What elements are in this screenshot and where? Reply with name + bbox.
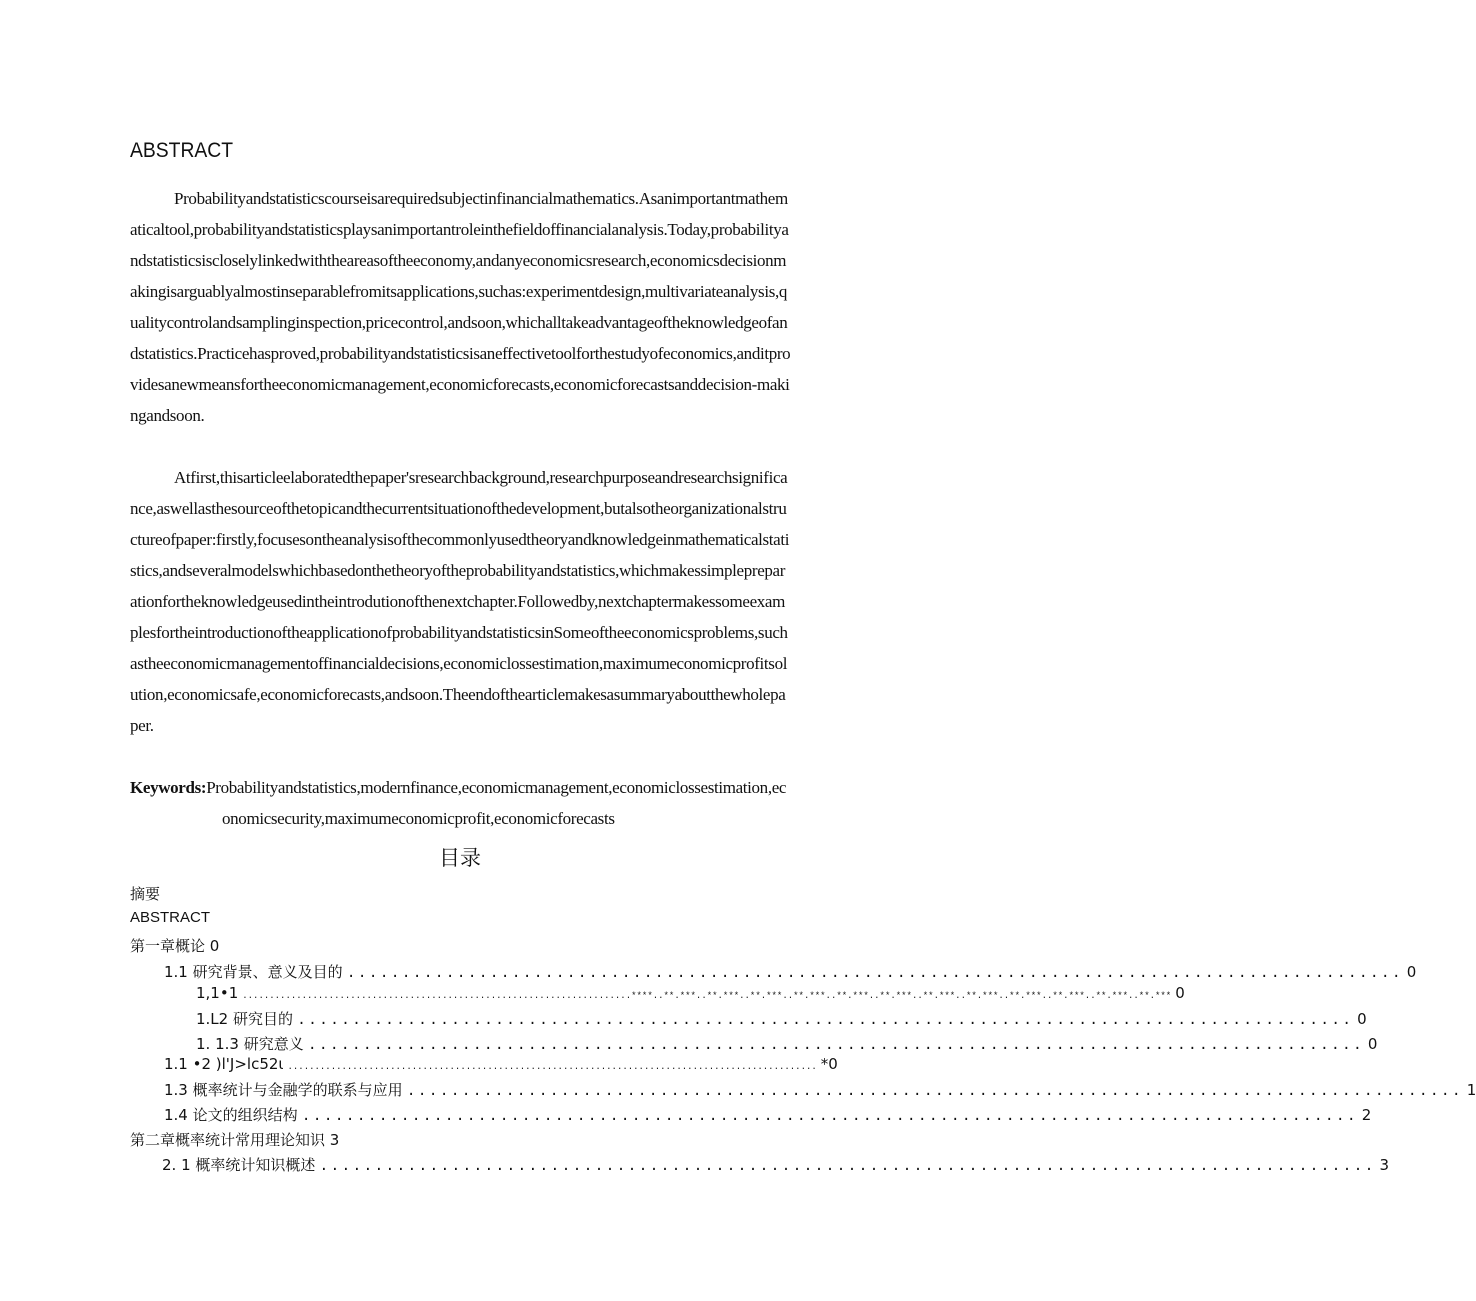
toc-entry-1-1-1[interactable]: [196, 984, 1185, 1006]
keywords-label: Keywords:: [130, 778, 207, 797]
toc-dot-leader: ........................................................................****..**.***..**.***..**.***..**.***..**.***..**.***..**.***..**.***..**.***..**.***..**.***..**.***: [242, 991, 1172, 1001]
toc-entry-1-4[interactable]: [164, 1104, 1372, 1126]
toc-entry-abstract-cn[interactable]: [130, 883, 786, 905]
toc-entry-1-1-3[interactable]: [196, 1033, 1378, 1055]
toc-entry-label: 1.4 论文的组织结构: [164, 1106, 298, 1124]
toc-entry-label: 摘要: [130, 885, 161, 903]
toc-dot-leader: ................................................................................................: [346, 965, 1403, 982]
toc-dot-leader: ................................................................................................: [406, 1083, 1463, 1100]
toc-entry-page: 1: [1466, 1081, 1476, 1099]
toc-entry-page: 0: [1367, 1035, 1378, 1053]
toc-entry-page: 3: [1379, 1156, 1390, 1174]
toc-dot-leader: ................................................................................................: [307, 1037, 1364, 1054]
toc-entry-1-1-2[interactable]: [196, 1008, 1367, 1030]
toc-entry-label: 第一章概论 0: [130, 937, 220, 955]
toc-entry-label: 1,1•1: [196, 984, 239, 1002]
toc-entry-page: 0: [1357, 1010, 1367, 1028]
toc-entry-label: 1.1 研究背景、意义及目的: [164, 963, 343, 981]
toc-entry-label: 1.L2 研究目的: [196, 1010, 293, 1028]
toc-dot-leader: ................................................................................................: [301, 1108, 1358, 1125]
toc-entry-2-1[interactable]: [162, 1154, 1390, 1176]
toc-entry-label: 1.1 •2 )l'J>lc52ι: [164, 1055, 284, 1073]
toc-title: 目录: [439, 846, 481, 870]
toc-dot-leader: ................................................................................................: [319, 1158, 1376, 1175]
toc-entry-page: 0: [1175, 984, 1185, 1002]
toc-entry-1-1[interactable]: [164, 961, 1417, 983]
abstract-paragraph-2: Atfirst,thisarticleelaboratedthepaper'sresearchbackground,researchpurposeandresearchsignificance,aswellasthesourceofthetopicandthecurrentsituationofthedevelopment,butalsotheorganizationalstructureofpaper:firstly,focusesontheanalysisofthecommonlyusedtheoryandknowledgeinmathematicalstatistics,andseveralmodelswhichbasedonthetheoryoftheprobabilityandstatistics,whichmakessimplepreparationfortheknowledgeusedintheintrodutionofthenextchapter.Followedby,nextchaptermakessomeexamplesfortheintroductionoftheapplicationofprobabilityandstatisticsinSomeoftheeconomicsproblems,suchastheeconomicmanagementoffinancialdecisions,economiclossestimation,maximumeconomicprofitsolution,economicsafe,economicforecasts,andsoon.Theendofthearticlemakesasummaryaboutthewholepaper.: [130, 468, 790, 735]
toc-entry-label: 1. 1.3 研究意义: [196, 1035, 304, 1053]
keywords-line: [130, 772, 792, 834]
toc-entry-label: ABSTRACT: [130, 909, 211, 926]
toc-entry-1-2[interactable]: [164, 1055, 838, 1077]
toc-entry-page: 0: [1406, 963, 1417, 981]
toc-dot-leader: ................................................................................................: [296, 1012, 1354, 1029]
toc-entry-page: *0: [820, 1055, 838, 1073]
toc-entry-chapter-1[interactable]: [130, 935, 786, 957]
toc-entry-label: 第二章概率统计常用理论知识 3: [130, 1131, 340, 1149]
toc-entry-chapter-2[interactable]: [130, 1129, 786, 1151]
abstract-paragraph-1: Probabilityandstatisticscourseisarequiredsubjectinfinancialmathematics.Asanimportantmathematicaltool,probabilityandstatisticsplaysanimportantroleinthefieldoffinancialanalysis.Today,probabilityandstatisticsiscloselylinkedwiththeareasoftheeconomy,andanyeconomicsresearch,economicsdecisionmakingisarguablyalmostinseparablefromitsapplications,suchas:experimentdesign,multivariateanalysis,qualitycontrolandsamplinginspection,pricecontrol,andsoon,whichalltakeadvantageoftheknowledgeofandstatistics.Practicehasproved,probabilityandstatisticsisaneffectivetoolforthestudyofeconomics,anditprovidesanewmeansfortheeconomicmanagement,economicforecasts,economicforecastsanddecision-makingandsoon.: [130, 189, 791, 425]
toc-dot-leader: ..................................................................................................: [287, 1062, 817, 1072]
toc-entry-label: 1.3 概率统计与金融学的联系与应用: [164, 1081, 403, 1099]
keywords-text: Probabilityandstatistics,modernfinance,economicmanagement,economiclossestimation,economicsecurity,maximumeconomicprofit,economicforecasts: [206, 778, 787, 828]
toc-entry-label: 2. 1 概率统计知识概述: [162, 1156, 316, 1174]
toc-entry-1-3[interactable]: [164, 1079, 1476, 1101]
toc-entry-abstract-en[interactable]: [130, 909, 786, 931]
toc-entry-page: 2: [1361, 1106, 1372, 1124]
abstract-heading: ABSTRACT: [130, 139, 234, 162]
